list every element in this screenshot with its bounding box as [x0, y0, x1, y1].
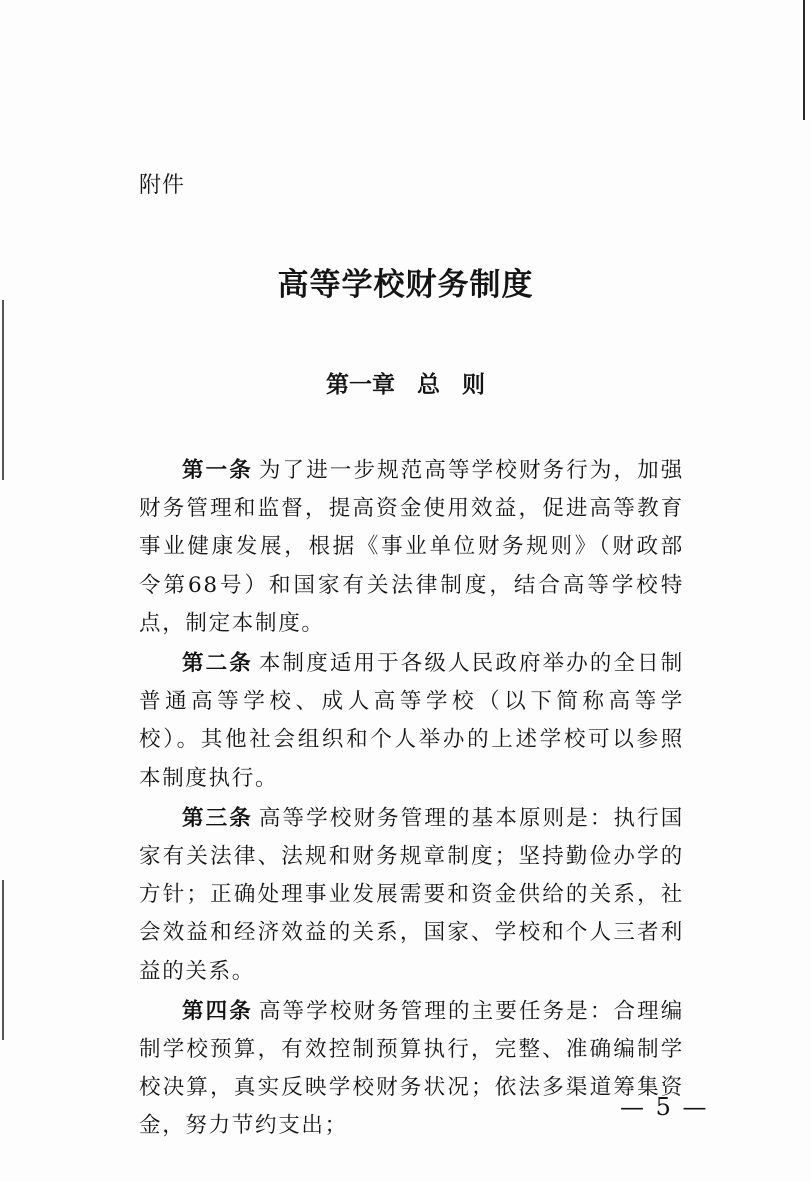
article-number: 第四条	[182, 998, 253, 1024]
chapter-heading	[0, 366, 811, 399]
article-paragraph	[139, 800, 684, 991]
article-paragraph	[139, 452, 684, 643]
article-paragraph	[139, 993, 684, 1146]
chapter-name-part2: 则	[462, 372, 485, 398]
page-edge-right	[803, 0, 811, 120]
attachment-label: 附件	[139, 173, 186, 198]
article-number: 第三条	[182, 805, 253, 831]
article-text: 高等学校财务管理的基本原则是：执行国家有关法律、法规和财务规章制度；坚持勤俭办学的方针；正确处理事业发展需要和资金供给的关系，社会效益和经济效益的关系，国家、学校和个人三者利益的关系。	[139, 805, 684, 984]
page-number: — 5 —	[620, 1093, 709, 1121]
article-number: 第一条	[182, 458, 253, 483]
article-text: 本制度适用于各级人民政府举办的全日制普通高等学校、成人高等学校（以下简称高等学校）。其他社会组织和个人举办的上述学校可以参照本制度执行。	[139, 651, 684, 791]
document-body	[139, 452, 684, 1146]
document-title: 高等学校财务制度	[277, 267, 534, 303]
article-paragraph	[139, 645, 684, 798]
article-text: 高等学校财务管理的主要任务是：合理编制学校预算，有效控制预算执行，完整、准确编制学校决算，真实反映学校财务状况；依法多渠道筹集资金，努力节约支出；	[139, 998, 684, 1139]
article-text: 为了进一步规范高等学校财务行为，加强财务管理和监督，提高资金使用效益，促进高等教育事业健康发展，根据《事业单位财务规则》（财政部令第68号）和国家有关法律制度，结合高等学校特点，制定本制度。	[139, 458, 684, 636]
article-number: 第二条	[182, 651, 253, 677]
chapter-name-part1: 总	[417, 372, 440, 398]
page-edge-left-mark	[2, 880, 4, 1040]
chapter-number: 第一章	[326, 372, 395, 398]
